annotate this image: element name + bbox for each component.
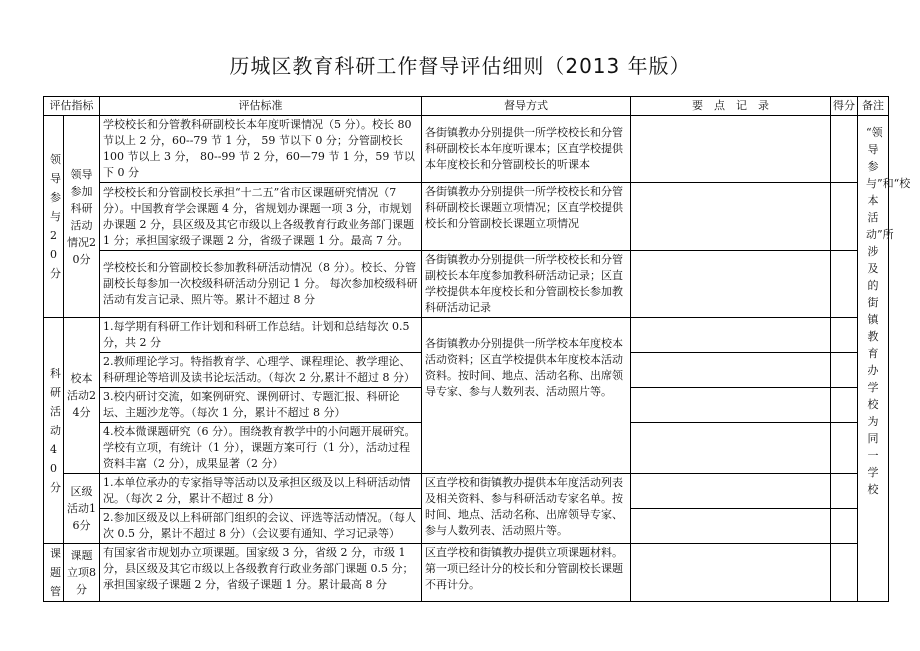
- table-row: [44, 116, 889, 183]
- leadership-standard-1: 学校校长和分管教科研副校长本年度听课情况（5 分）。校长 80 节以上 2 分，60--79 节 1 分， 59 节以下 0 分；分管副校长 100 节以上 3 分， 80--99 节 2 分，60—79 节 1 分，59 节以下 0 分: [100, 116, 422, 183]
- record-cell[interactable]: [631, 474, 831, 509]
- school-activity-label: 校本活动24分: [64, 318, 100, 474]
- district-standard-1: 1.本单位承办的专家指导等活动以及承担区级及以上科研活动情况。（每次 2 分，累计不超过 8 分）: [100, 474, 422, 509]
- score-cell[interactable]: [831, 474, 858, 509]
- leadership-sub-label: 领导参加科研活动情况20分: [64, 116, 100, 318]
- district-standard-2: 2.参加区级及以上科研部门组织的会议、评选等活动情况。（每人次 0.5 分，累计不超过 8 分）（会议要有通知、学习记录等）: [100, 509, 422, 544]
- score-cell[interactable]: [831, 318, 858, 353]
- leadership-label: 领导参与20分: [44, 116, 64, 318]
- header-indicator: 评估指标: [44, 97, 100, 116]
- score-cell[interactable]: [831, 353, 858, 388]
- school-standard-3: 3.校内研讨交流，如案例研究、课例研讨、专题汇报、科研论坛、主题沙龙等。（每次 1 分，累计不超过 8 分）: [100, 388, 422, 423]
- header-method: 督导方式: [422, 97, 631, 116]
- record-cell[interactable]: [631, 251, 831, 318]
- header-record: 要 点 记 录: [631, 97, 831, 116]
- record-cell[interactable]: [631, 353, 831, 388]
- record-cell[interactable]: [631, 544, 831, 602]
- score-cell[interactable]: [831, 423, 858, 474]
- leadership-standard-2: 学校校长和分管副校长承担“十二五”省市区课题研究情况（7 分）。中国教育学会课题 4 分，省规划办课题一项 3 分，市规划办课题 2 分，县区级及其它市级以上各级教育行政业务部门课题 1 分；承担国家级子课题 2 分，省级子课题 1 分。最高 7 分。: [100, 183, 422, 251]
- remark-note: “领导参与”和“校本活动”所涉及的街镇教育办学校为同一学校: [858, 116, 889, 602]
- record-cell[interactable]: [631, 318, 831, 353]
- score-cell[interactable]: [831, 251, 858, 318]
- record-cell[interactable]: [631, 183, 831, 251]
- score-cell[interactable]: [831, 544, 858, 602]
- school-standard-4: 4.校本微课题研究（6 分）。围绕教育教学中的小问题开展研究。学校有立项，有统计（1 分），课题方案可行（1 分），活动过程资料丰富（2 分），成果显著（2 分）: [100, 423, 422, 474]
- leadership-standard-3: 学校校长和分管副校长参加教科研活动情况（8 分）。校长、分管副校长每参加一次校级科研活动分别记 1 分。 每次参加校级科研活动有发言记录、照片等。累计不超过 8 分: [100, 251, 422, 318]
- school-method: 各街镇教办分别提供一所学校本年度校本活动资料；区直学校提供本年度校本活动资料。按时间、地点、活动名称、出席领导专家、参与人数列表、活动照片等。: [422, 318, 631, 474]
- table-row: [44, 318, 889, 353]
- score-cell[interactable]: [831, 509, 858, 544]
- project-label: 课题管: [44, 544, 64, 602]
- district-activity-label: 区级活动16分: [64, 474, 100, 544]
- header-remark: 备注: [858, 97, 889, 116]
- project-standard: 有国家省市规划办立项课题。国家级 3 分，省级 2 分，市级 1 分，县区级及其它市级以上各级教育行政业务部门课题 0.5 分；承担国家级子课题 2 分，省级子课题 1 分。累计最高 8 分: [100, 544, 422, 602]
- score-cell[interactable]: [831, 116, 858, 183]
- research-label: 科研活动40分: [44, 318, 64, 544]
- record-cell[interactable]: [631, 388, 831, 423]
- score-cell[interactable]: [831, 183, 858, 251]
- school-standard-2: 2.教师理论学习。特指教育学、心理学、课程理论、教学理论、科研理论等培训及读书论坛活动。（每次 2 分,累计不超过 8 分）: [100, 353, 422, 388]
- district-method: 区直学校和街镇教办提供本年度活动列表及相关资料、参与科研活动专家名单。按时间、地点、活动名称、出席领导专家、参与人数列表、活动照片等。: [422, 474, 631, 544]
- school-standard-1: 1.每学期有科研工作计划和科研工作总结。计划和总结每次 0.5 分，共 2 分: [100, 318, 422, 353]
- record-cell[interactable]: [631, 423, 831, 474]
- project-method: 区直学校和街镇教办提供立项课题材料。第一项已经计分的校长和分管副校长课题不再计分。: [422, 544, 631, 602]
- evaluation-table: [43, 96, 911, 602]
- table-row: [44, 474, 889, 509]
- project-sub-label: 课题立项8分: [64, 544, 100, 602]
- header-score: 得分: [831, 97, 858, 116]
- leadership-method-1: 各街镇教办分别提供一所学校校长和分管科研副校长本年度听课本；区直学校提供本年度校长和分管副校长的听课本: [422, 116, 631, 183]
- record-cell[interactable]: [631, 509, 831, 544]
- score-cell[interactable]: [831, 388, 858, 423]
- leadership-method-3: 各街镇教办分别提供一所学校校长和分管副校长本年度参加教科研活动记录；区直学校提供本年度校长和分管副校长参加教科研活动记录: [422, 251, 631, 318]
- table-row: [44, 251, 889, 318]
- header-standard: 评估标准: [100, 97, 422, 116]
- table-row: [44, 183, 889, 251]
- page-title: 历城区教育科研工作督导评估细则（2013 年版）: [229, 54, 691, 78]
- header-row: [44, 97, 889, 116]
- leadership-method-2: 各街镇教办分别提供一所学校校长和分管科研副校长课题立项情况；区直学校提供校长和分管副校长课题立项情况: [422, 183, 631, 251]
- record-cell[interactable]: [631, 116, 831, 183]
- table-row: [44, 544, 889, 602]
